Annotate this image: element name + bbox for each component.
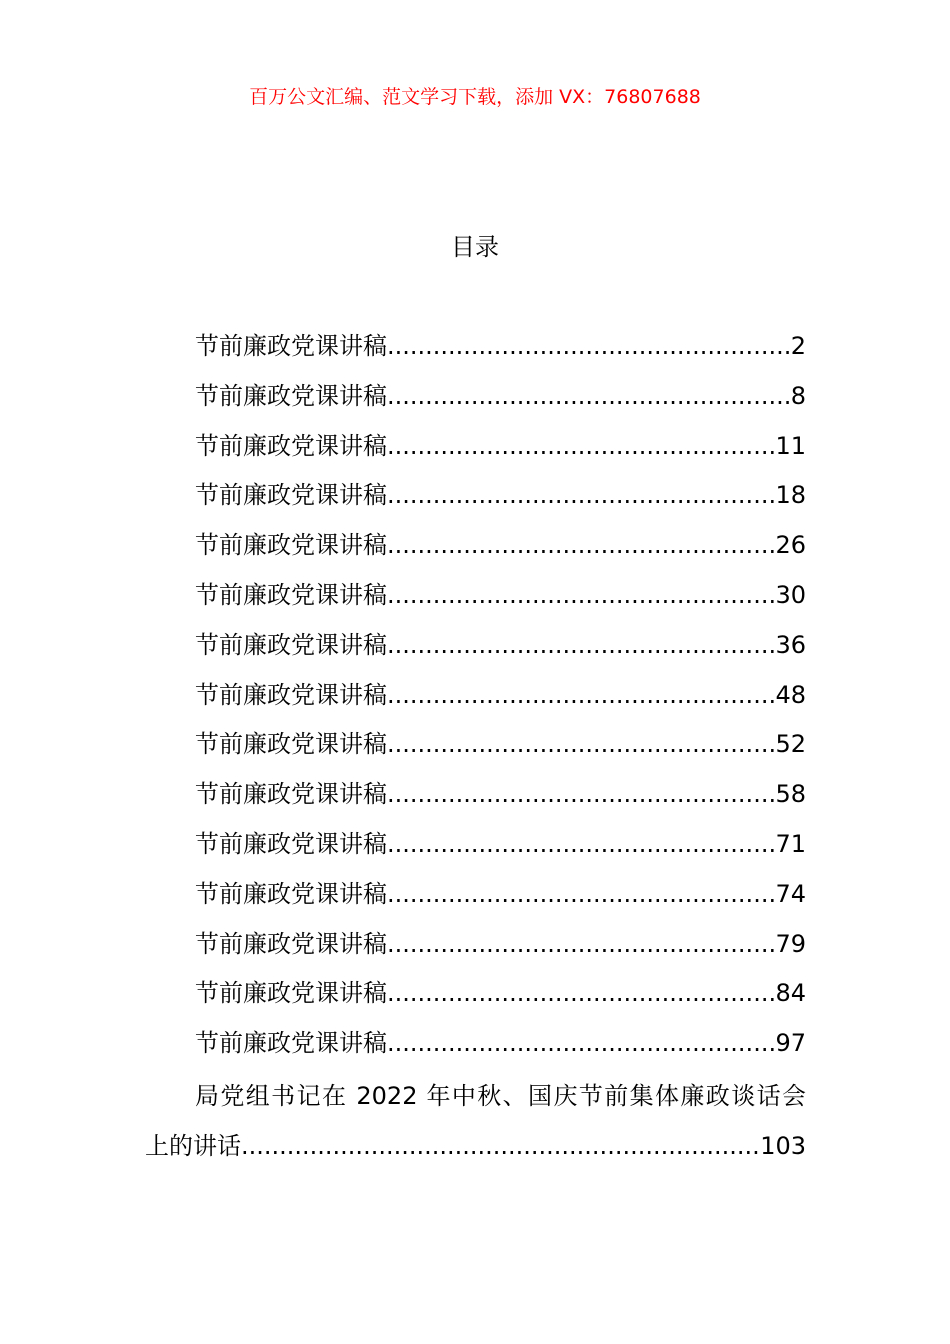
toc-entry[interactable] [195, 475, 806, 525]
toc-entry-label: 节前廉政党课讲稿 [195, 630, 387, 659]
toc-entry-label: 节前廉政党课讲稿 [195, 879, 387, 908]
toc-entry[interactable] [195, 675, 806, 725]
toc-entry[interactable] [195, 525, 806, 575]
toc-entry-label: 节前廉政党课讲稿 [195, 730, 387, 759]
toc-dot-leader [387, 625, 775, 665]
toc-dot-leader [387, 824, 775, 864]
toc-entry-page: 79 [775, 929, 806, 958]
toc-dot-leader [387, 675, 775, 715]
toc-entry-page: 8 [790, 381, 806, 410]
toc-entry-page: 30 [775, 580, 806, 609]
toc-dot-leader [387, 774, 775, 814]
toc-entry-page: 11 [775, 431, 806, 460]
toc-entry[interactable] [195, 924, 806, 974]
toc-entry[interactable] [195, 724, 806, 774]
toc-entry-page: 58 [775, 780, 806, 809]
toc-entry-last-line2-row [145, 1122, 806, 1172]
toc-entry[interactable] [195, 625, 806, 675]
toc-dot-leader [387, 973, 775, 1013]
toc-entry[interactable] [195, 1023, 806, 1073]
toc-title: 目录 [451, 233, 499, 261]
toc-dot-leader [387, 326, 791, 366]
toc-entry-label: 节前廉政党课讲稿 [195, 580, 387, 609]
toc-dot-leader [387, 426, 775, 466]
toc-dot-leader [387, 874, 775, 914]
toc-entry-last-line2: 上的讲话 [145, 1131, 241, 1160]
toc-entry-last-line1: 局党组书记在 2022 年中秋、国庆节前集体廉政谈话会 [195, 1082, 806, 1110]
toc-entry[interactable] [195, 575, 806, 625]
toc-entry[interactable] [195, 426, 806, 476]
header-note: 百万公文汇编、范文学习下载，添加 VX：76807688 [249, 86, 701, 108]
toc-entry-page: 52 [775, 730, 806, 759]
toc-entry[interactable] [195, 824, 806, 874]
toc-entry-page: 84 [775, 979, 806, 1008]
toc-entry-label: 节前廉政党课讲稿 [195, 780, 387, 809]
toc-entry-label: 节前廉政党课讲稿 [195, 680, 387, 709]
toc-entry-label: 节前廉政党课讲稿 [195, 929, 387, 958]
toc-dot-leader [387, 575, 775, 615]
toc-entry-page: 97 [775, 1029, 806, 1058]
toc-entry-label: 节前廉政党课讲稿 [195, 1029, 387, 1058]
toc-entry-label: 节前廉政党课讲稿 [195, 829, 387, 858]
toc-dot-leader [241, 1122, 760, 1172]
toc-entry[interactable] [195, 376, 806, 426]
toc-entry-page: 48 [775, 680, 806, 709]
toc-dot-leader [387, 924, 775, 964]
toc-dot-leader [387, 1023, 775, 1063]
toc-entry-label: 节前廉政党课讲稿 [195, 481, 387, 510]
toc-entry-page: 18 [775, 481, 806, 510]
toc-dot-leader [387, 525, 775, 565]
toc-dot-leader [387, 724, 775, 764]
toc-entry-label: 节前廉政党课讲稿 [195, 381, 387, 410]
toc-dot-leader [387, 376, 791, 416]
toc-entry-page: 2 [790, 332, 806, 360]
toc-entry-page: 26 [775, 531, 806, 560]
toc-entry-label: 节前廉政党课讲稿 [195, 431, 387, 460]
toc-dot-leader [387, 475, 775, 515]
toc-entry-page: 36 [775, 630, 806, 659]
toc-entry-last-page: 103 [760, 1131, 806, 1160]
toc-entry[interactable] [195, 973, 806, 1023]
toc-entry[interactable] [195, 874, 806, 924]
toc-entry-label: 节前廉政党课讲稿 [195, 531, 387, 560]
toc-entry-page: 74 [775, 879, 806, 908]
toc-entry-label: 节前廉政党课讲稿 [195, 332, 387, 360]
toc-entry[interactable] [195, 326, 806, 376]
toc-entry-label: 节前廉政党课讲稿 [195, 979, 387, 1008]
toc-entry[interactable] [195, 774, 806, 824]
toc-entry-page: 71 [775, 829, 806, 858]
toc-entry-last[interactable] [145, 1072, 806, 1172]
toc-list [195, 326, 806, 1073]
